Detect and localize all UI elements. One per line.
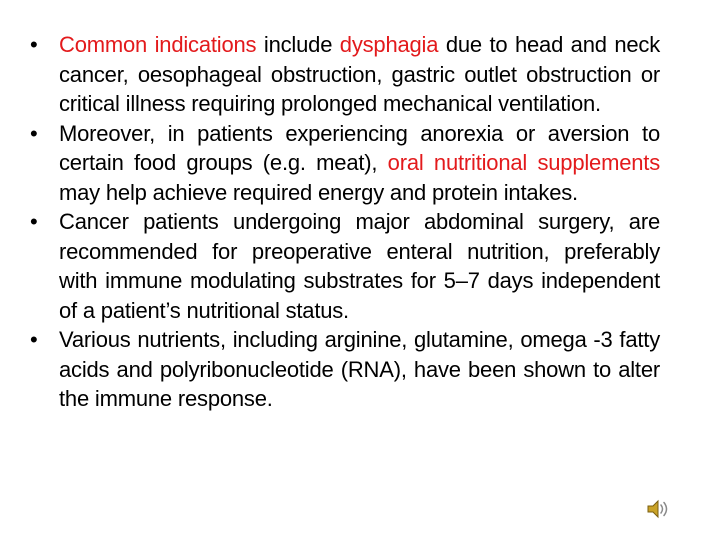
bullet-item bbox=[30, 119, 660, 208]
highlighted-text: dysphagia bbox=[339, 32, 439, 57]
bullet-item bbox=[30, 30, 660, 119]
body-text: Various nutrients, including arginine, glutamine, omega -3 fatty acids and polyribonucleotide (RNA), have been shown to alter the immune response. bbox=[59, 327, 660, 411]
highlighted-text: oral nutritional supplements bbox=[387, 150, 660, 175]
body-text: include bbox=[256, 32, 340, 57]
speaker-icon[interactable] bbox=[646, 498, 670, 520]
bullet-list bbox=[30, 30, 660, 414]
bullet-dot: • bbox=[30, 209, 38, 234]
body-text: may help achieve required energy and protein intakes. bbox=[59, 179, 578, 205]
bullet-dot: • bbox=[30, 32, 38, 57]
bullet-item bbox=[30, 207, 660, 325]
body-text: due to head and neck cancer, oesophageal obstruction, gastric outlet obstruction or critical illness requiring prolonged mechanical ventilation. bbox=[59, 32, 660, 116]
body-text: Cancer patients undergoing major abdominal surgery, are recommended for preoperative enteral nutrition, preferably with immune modulating substrates for 5–7 days independent of a patient’s nutritional status. bbox=[59, 209, 660, 323]
highlighted-text: Common indications bbox=[59, 32, 257, 57]
bullet-dot: • bbox=[30, 327, 38, 352]
bullet-dot: • bbox=[30, 120, 38, 146]
bullet-item bbox=[30, 325, 660, 414]
body-text: Moreover, in patients experiencing anorexia or aversion to certain food groups (e.g. meat), bbox=[59, 120, 660, 175]
